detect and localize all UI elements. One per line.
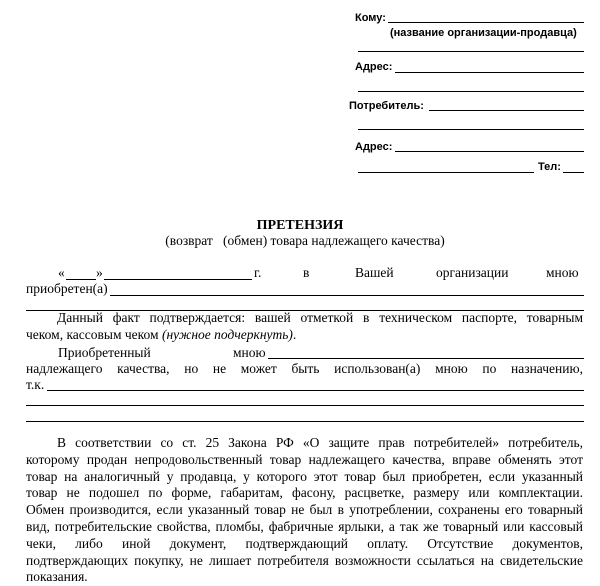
quality-word: надлежащего <box>26 361 103 376</box>
fact-paragraph <box>26 310 583 344</box>
address1-label: Адрес: <box>355 61 393 73</box>
to-field-line-2[interactable] <box>358 51 584 52</box>
quality-word: мною <box>435 361 468 376</box>
law-line: В соответствии со ст. 25 Закона РФ «О защите прав потребителей» потребитель, <box>57 435 583 450</box>
quality-word: использован(а) <box>334 361 421 376</box>
acquired2-label: Приобретенный <box>58 345 151 360</box>
quality-word: назначению, <box>511 361 583 376</box>
reason-field[interactable] <box>47 390 584 391</box>
fact-line-2 <box>26 327 583 344</box>
acquired2-item-field[interactable] <box>268 358 584 359</box>
reason-field-line-3[interactable] <box>26 421 584 422</box>
purchase-day-field[interactable] <box>66 279 96 280</box>
purchase-month-field[interactable] <box>104 279 252 280</box>
law-line: товар на аналогичный у продавца, у которого этот товар был приобретен, если указанный <box>26 468 583 484</box>
law-line: вид, потребительские свойства, пломбы, фабричные ярлыки, а так же товарный или кассовый <box>26 518 583 534</box>
tk-label: т.к. <box>26 377 45 392</box>
to-field[interactable] <box>388 22 584 23</box>
reason-field-line-2[interactable] <box>26 405 584 406</box>
acquired2-by-me-label: мною <box>233 345 266 360</box>
law-line: чеки, либо иной документ, подтверждающий оплату. Отсутствие документов, <box>26 535 583 551</box>
quality-word: быть <box>291 361 320 376</box>
phone-field[interactable] <box>563 172 584 173</box>
purchase-in-label: в <box>303 265 310 280</box>
phone-label: Тел: <box>538 161 561 173</box>
purchase-org-label: организации <box>436 265 509 280</box>
fact-line-2-suffix: . <box>292 326 297 342</box>
purchase-mid-quote: » <box>96 265 103 280</box>
address1-field[interactable] <box>395 72 584 73</box>
address2-field[interactable] <box>395 151 584 152</box>
address1-field-line-2[interactable] <box>358 91 584 92</box>
to-hint: (название организации-продавца) <box>390 27 577 39</box>
quality-word: качества, <box>117 361 170 376</box>
law-line: Обмен производится, если указанный товар не был в употреблении, сохранены его товарный <box>26 502 583 518</box>
document-title: ПРЕТЕНЗИЯ <box>256 218 344 233</box>
address2-field-line-2[interactable] <box>358 172 534 173</box>
to-label: Кому: <box>355 12 386 24</box>
purchase-your-label: Вашей <box>355 265 394 280</box>
quality-word: но <box>184 361 199 376</box>
law-line: которому продан непродовольственный товар надлежащего качества, вправе обменять этот <box>26 451 583 467</box>
purchase-open-quote: « <box>58 265 65 280</box>
quality-line <box>26 361 583 377</box>
fact-line-1: Данный факт подтверждается: вашей отметкой в техническом паспорте, товарным <box>57 310 583 325</box>
law-line: показания. <box>26 569 88 585</box>
law-line: товар не подошел по форме, габаритам, фасону, расцветке, размеру или комплектации. <box>26 485 583 501</box>
consumer-field[interactable] <box>429 110 584 111</box>
law-line: подтверждающих покупку, не лишает потребителя возможности ссылаться на свидетельские <box>26 552 583 568</box>
document-subtitle: (возврат (обмен) товара надлежащего качества) <box>165 233 445 248</box>
quality-word: не <box>212 361 227 376</box>
address2-label: Адрес: <box>355 141 393 153</box>
law-paragraph <box>26 435 583 586</box>
quality-word: может <box>240 361 277 376</box>
acquired-label: приобретен(а) <box>26 281 108 296</box>
acquired-item-field[interactable] <box>110 295 584 296</box>
consumer-field-line-2[interactable] <box>358 129 584 130</box>
quality-word: по <box>482 361 497 376</box>
purchase-year-label: г. <box>254 265 262 280</box>
consumer-label: Потребитель: <box>349 100 424 112</box>
fact-line-2-italic: (нужное подчеркнуть) <box>161 326 293 342</box>
fact-line-2-prefix: чеком, кассовым чеком <box>26 326 162 342</box>
purchase-by-me-label: мною <box>546 265 579 280</box>
